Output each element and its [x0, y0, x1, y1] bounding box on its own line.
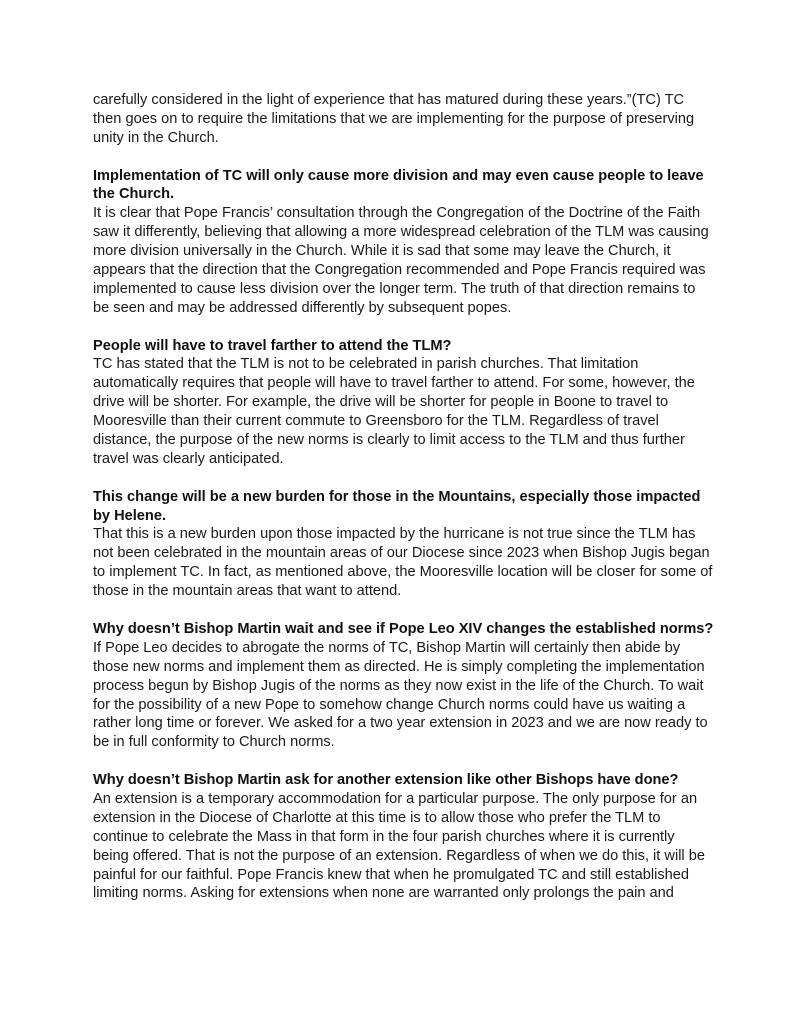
text-line: not been celebrated in the mountain areas of our Diocese since 2023 when Bishop Jugis began: [93, 545, 710, 562]
text-line: implemented to cause less division over the longer term. The truth of that direction remains to: [93, 280, 696, 297]
text-line: for the possibility of a new Pope to somehow change Church norms could have us waiting a: [93, 696, 686, 713]
text-line: rather long time or forever. We asked for a two year extension in 2023 and we are now ready to: [93, 715, 708, 732]
text-line: distance, the purpose of the new norms is clearly to limit access to the TLM and thus further: [93, 432, 685, 449]
section-heading: Implementation of TC will only cause more division and may even cause people to leave: [93, 167, 704, 184]
text-line: being offered. That is not the purpose of an extension. Regardless of when we do this, it will be: [93, 847, 705, 864]
section-heading: the Church.: [93, 186, 175, 203]
section-mountains: [93, 488, 733, 601]
section-extension: [93, 771, 733, 903]
text-line: then goes on to require the limitations that we are implementing for the purpose of preserving: [93, 110, 695, 127]
text-line: automatically requires that people will have to travel farther to attend. For some, however, the: [93, 375, 695, 392]
text-line: Mooresville than their current commute to Greensboro for the TLM. Regardless of travel: [93, 413, 659, 430]
text-line: continue to celebrate the Mass in that form in the four parish churches where it is currently: [93, 828, 675, 845]
section-heading: This change will be a new burden for those in the Mountains, especially those impacted: [93, 488, 701, 505]
text-line: to implement TC. In fact, as mentioned above, the Mooresville location will be closer for some of: [93, 564, 713, 581]
intro-paragraph: [93, 91, 733, 148]
document-page: [93, 91, 733, 903]
text-line: drive will be shorter. For example, the drive will be shorter for people in Boone to travel to: [93, 394, 669, 411]
text-line: appears that the direction that the Congregation recommended and Pope Francis required was: [93, 262, 706, 279]
text-line: unity in the Church.: [93, 129, 219, 146]
text-line: travel was clearly anticipated.: [93, 450, 284, 467]
section-travel: [93, 337, 733, 469]
text-line: those in the mountain areas that want to attend.: [93, 583, 402, 600]
text-line: those new norms and implement them as directed. He is simply completing the implementation: [93, 658, 705, 675]
section-heading: by Helene.: [93, 507, 166, 524]
text-line: painful for our faithful. Pope Francis knew that when he promulgated TC and still established: [93, 866, 689, 883]
text-line: That this is a new burden upon those impacted by the hurricane is not true since the TLM has: [93, 526, 696, 543]
text-line: extension in the Diocese of Charlotte at this time is to allow those who prefer the TLM to: [93, 809, 661, 826]
text-line: be in full conformity to Church norms.: [93, 734, 335, 751]
text-line: more division universally in the Church. While it is sad that some may leave the Church, it: [93, 243, 671, 260]
section-heading: People will have to travel farther to attend the TLM?: [93, 337, 452, 354]
text-line: process begun by Bishop Jugis of the norms as they now exist in the life of the Church. To wait: [93, 677, 704, 694]
text-line: limiting norms. Asking for extensions when none are warranted only prolongs the pain and: [93, 885, 674, 902]
text-line: be seen and may be addressed differently by subsequent popes.: [93, 299, 512, 316]
section-heading: Why doesn’t Bishop Martin ask for another extension like other Bishops have done?: [93, 772, 679, 789]
text-line: An extension is a temporary accommodation for a particular purpose. The only purpose for an: [93, 790, 698, 807]
text-line: carefully considered in the light of experience that has matured during these years.”(TC) TC: [93, 92, 685, 108]
section-division: [93, 167, 733, 318]
section-wait: [93, 620, 733, 752]
text-line: It is clear that Pope Francis’ consultation through the Congregation of the Doctrine of the Faith: [93, 205, 701, 222]
section-heading: Why doesn’t Bishop Martin wait and see if Pope Leo XIV changes the established norms?: [93, 620, 714, 637]
text-line: If Pope Leo decides to abrogate the norms of TC, Bishop Martin will certainly then abide by: [93, 639, 681, 656]
text-line: saw it differently, believing that allowing a more widespread celebration of the TLM was causing: [93, 224, 709, 241]
text-line: TC has stated that the TLM is not to be celebrated in parish churches. That limitation: [93, 356, 639, 373]
